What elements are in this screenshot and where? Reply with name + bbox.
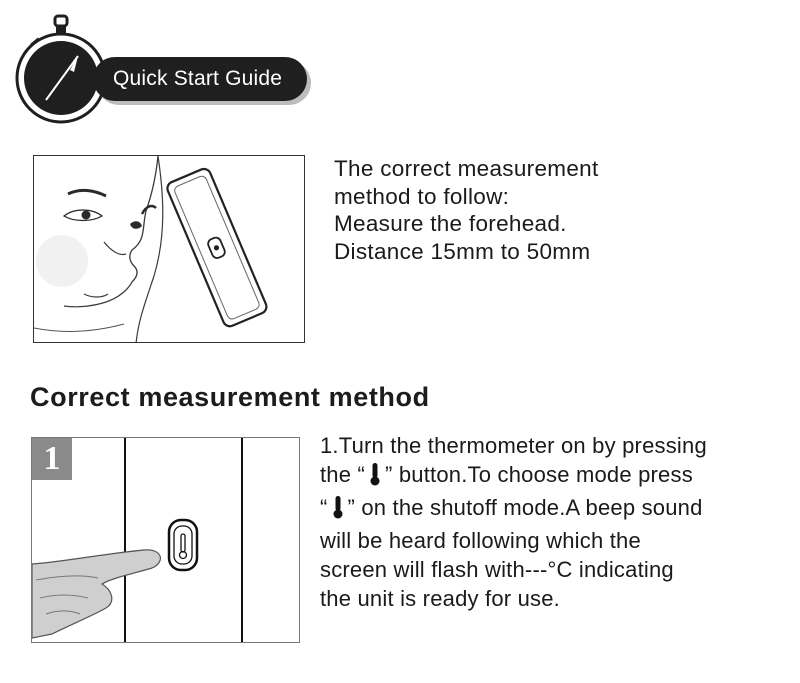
intro-line-3: Measure the forehead. <box>334 211 567 236</box>
step-line-3-end: ” on the shutoff mode.A beep sound <box>347 495 703 520</box>
intro-line-1: The correct measurement <box>334 156 599 181</box>
step-badge <box>32 438 72 480</box>
step-line-4: will be heard following which the <box>320 528 641 553</box>
step-line-3 <box>320 493 790 526</box>
step-line-2-end: ” button.To choose mode press <box>385 462 693 487</box>
quick-start-guide-banner <box>93 57 307 101</box>
step-number: 1 <box>43 440 61 477</box>
section-heading: Correct measurement method <box>30 382 430 412</box>
step-line-3-start: “ <box>320 495 328 520</box>
step-line-5: screen will flash with---°C indicating <box>320 557 674 582</box>
step-line-1: 1.Turn the thermometer on by pressing <box>320 433 707 458</box>
power-button-illustration <box>31 437 300 643</box>
step-line-6: the unit is ready for use. <box>320 586 560 611</box>
thermometer-icon <box>332 495 344 526</box>
measurement-method-text <box>334 155 599 265</box>
page-title: Quick Start Guide <box>113 67 283 90</box>
intro-line-4: Distance 15mm to 50mm <box>334 238 591 264</box>
intro-line-2: method to follow: <box>334 183 510 209</box>
step-line-2-start: the “ <box>320 462 366 487</box>
thermometer-icon <box>369 462 381 493</box>
step-1-instructions <box>320 431 790 613</box>
step-line-2 <box>320 460 790 493</box>
forehead-measurement-illustration <box>33 155 305 343</box>
